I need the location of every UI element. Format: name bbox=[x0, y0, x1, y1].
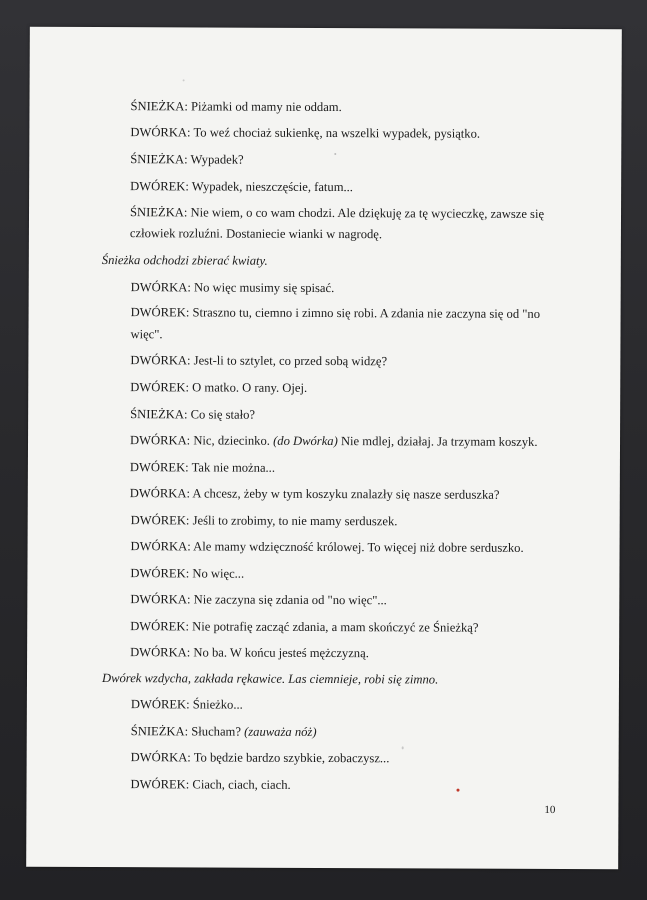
dialogue-line bbox=[130, 460, 275, 475]
speaker-name: DWÓREK: bbox=[130, 697, 190, 712]
speaker-name: DWÓRKA: bbox=[130, 750, 191, 765]
dialogue-line bbox=[130, 433, 538, 449]
speaker-name: DWÓREK: bbox=[130, 619, 190, 634]
speaker-name: ŚNIEŻKA: bbox=[130, 99, 188, 114]
speaker-name: DWÓRKA: bbox=[129, 486, 191, 501]
dialogue-line bbox=[130, 205, 544, 221]
dialogue-text: No więc musimy się spisać. bbox=[190, 280, 335, 296]
dialogue-line bbox=[130, 179, 353, 194]
dialogue-text: Śnieżko... bbox=[189, 697, 243, 712]
dialogue-line bbox=[130, 380, 307, 395]
speaker-name: DWÓRKA: bbox=[130, 645, 191, 660]
speaker-name: ŚNIEŻKA: bbox=[129, 205, 188, 220]
dialogue-text: Piżamki od mamy nie oddam. bbox=[187, 99, 342, 115]
speaker-name: DWÓREK: bbox=[130, 777, 190, 792]
stage-direction: Dwórek wzdycha, zakłada rękawice. Las ciemnieje, robi się zimno. bbox=[101, 671, 439, 687]
dialogue-text: Jest-li to sztylet, co przed sobą widzę? bbox=[190, 353, 388, 369]
dialogue-line bbox=[130, 125, 480, 141]
dialogue-line bbox=[131, 539, 524, 555]
dialogue-line bbox=[130, 486, 500, 502]
inline-stage-direction: (do Dwórka) bbox=[273, 433, 338, 449]
dialogue-line bbox=[130, 407, 255, 422]
speaker-name: DWÓREK: bbox=[130, 566, 190, 581]
dialogue-line bbox=[131, 724, 317, 739]
dialogue-line bbox=[131, 750, 390, 765]
dialogue-line bbox=[130, 152, 243, 166]
dialogue-text: To weź chociaż sukienkę, na wszelki wypadek, pysiątko. bbox=[190, 125, 481, 141]
dialogue-line bbox=[130, 592, 387, 607]
dialogue-text: Nic, dziecinko. bbox=[190, 433, 274, 448]
dialogue-line bbox=[131, 305, 541, 321]
speaker-name: DWÓRKA: bbox=[130, 280, 191, 295]
speaker-name: DWÓREK: bbox=[129, 460, 189, 475]
dialogue-line bbox=[130, 645, 369, 660]
dialogue-text: Nie potrafię zacząć zdania, a mam skończyć ze Śnieżką? bbox=[188, 619, 479, 635]
inline-stage-direction: (zauważa nóż) bbox=[244, 724, 317, 739]
dialogue-text: To będzie bardzo szybkie, zobaczysz... bbox=[190, 750, 390, 766]
scan-speck bbox=[183, 79, 185, 81]
dialogue-line bbox=[131, 280, 335, 295]
speaker-name: DWÓREK: bbox=[130, 305, 190, 320]
dialogue-continuation: człowiek rozluźni. Dostaniecie wianki w nagrodę. bbox=[129, 226, 383, 242]
dialogue-text: Wypadek? bbox=[187, 152, 244, 167]
dialogue-line bbox=[130, 353, 387, 368]
speaker-name: DWÓRKA: bbox=[130, 353, 191, 368]
stage-direction: Śnieżka odchodzi zbierać kwiaty. bbox=[101, 253, 268, 268]
dialogue-text: Nie zaczyna się zdania od "no więc"... bbox=[190, 592, 387, 608]
dialogue-text: Wypadek, nieszczęście, fatum... bbox=[188, 179, 353, 195]
dialogue-text: No więc... bbox=[189, 566, 245, 581]
dialogue-text: Ciach, ciach, ciach. bbox=[189, 777, 291, 792]
dialogue-line bbox=[130, 566, 244, 580]
dialogue-text: Słucham? bbox=[188, 724, 245, 739]
dialogue-line bbox=[131, 513, 398, 528]
dialogue-line bbox=[130, 619, 478, 635]
speaker-name: DWÓRKA: bbox=[130, 433, 191, 448]
dialogue-text: Co się stało? bbox=[187, 407, 256, 422]
dialogue-text: Nie wiem, o co wam chodzi. Ale dziękuję za tę wycieczkę, zawsze się bbox=[187, 205, 545, 221]
speaker-name: DWÓREK: bbox=[130, 380, 190, 395]
dialogue-text: No ba. W końcu jesteś mężczyzną. bbox=[190, 645, 369, 661]
dialogue-text: O matko. O rany. Ojej. bbox=[188, 380, 308, 395]
dialogue-continuation: więc". bbox=[130, 327, 163, 342]
speaker-name: DWÓREK: bbox=[130, 179, 189, 194]
dialogue-text: Nie mdlej, działaj. Ja trzymam koszyk. bbox=[337, 434, 538, 449]
dialogue-text: Tak nie można... bbox=[188, 460, 276, 475]
speaker-name: ŚNIEŻKA: bbox=[130, 152, 188, 167]
scan-speck bbox=[402, 746, 404, 749]
dialogue-text: A chcesz, żeby w tym koszyku znalazły się nasze serduszka? bbox=[189, 486, 500, 502]
dialogue-line bbox=[131, 697, 243, 711]
speaker-name: DWÓREK: bbox=[130, 513, 190, 528]
speaker-name: DWÓRKA: bbox=[130, 539, 191, 554]
page-number: 10 bbox=[544, 803, 556, 817]
speaker-name: DWÓRKA: bbox=[130, 592, 191, 607]
dialogue-text: Jeśli to zrobimy, to nie mamy serduszek. bbox=[189, 513, 398, 529]
dialogue-text: Ale mamy wdzięczność królowej. To więcej niż dobre serduszko. bbox=[190, 539, 524, 555]
scan-speck bbox=[457, 789, 460, 792]
speaker-name: DWÓRKA: bbox=[130, 125, 191, 140]
scan-speck bbox=[334, 153, 336, 155]
speaker-name: ŚNIEŻKA: bbox=[130, 724, 189, 739]
speaker-name: ŚNIEŻKA: bbox=[130, 407, 188, 422]
dialogue-line bbox=[130, 99, 341, 114]
dialogue-text: Straszno tu, ciemno i zimno się robi. A zdania nie zaczyna się od "no bbox=[189, 305, 541, 321]
dialogue-line bbox=[131, 777, 291, 792]
script-page bbox=[26, 27, 622, 870]
